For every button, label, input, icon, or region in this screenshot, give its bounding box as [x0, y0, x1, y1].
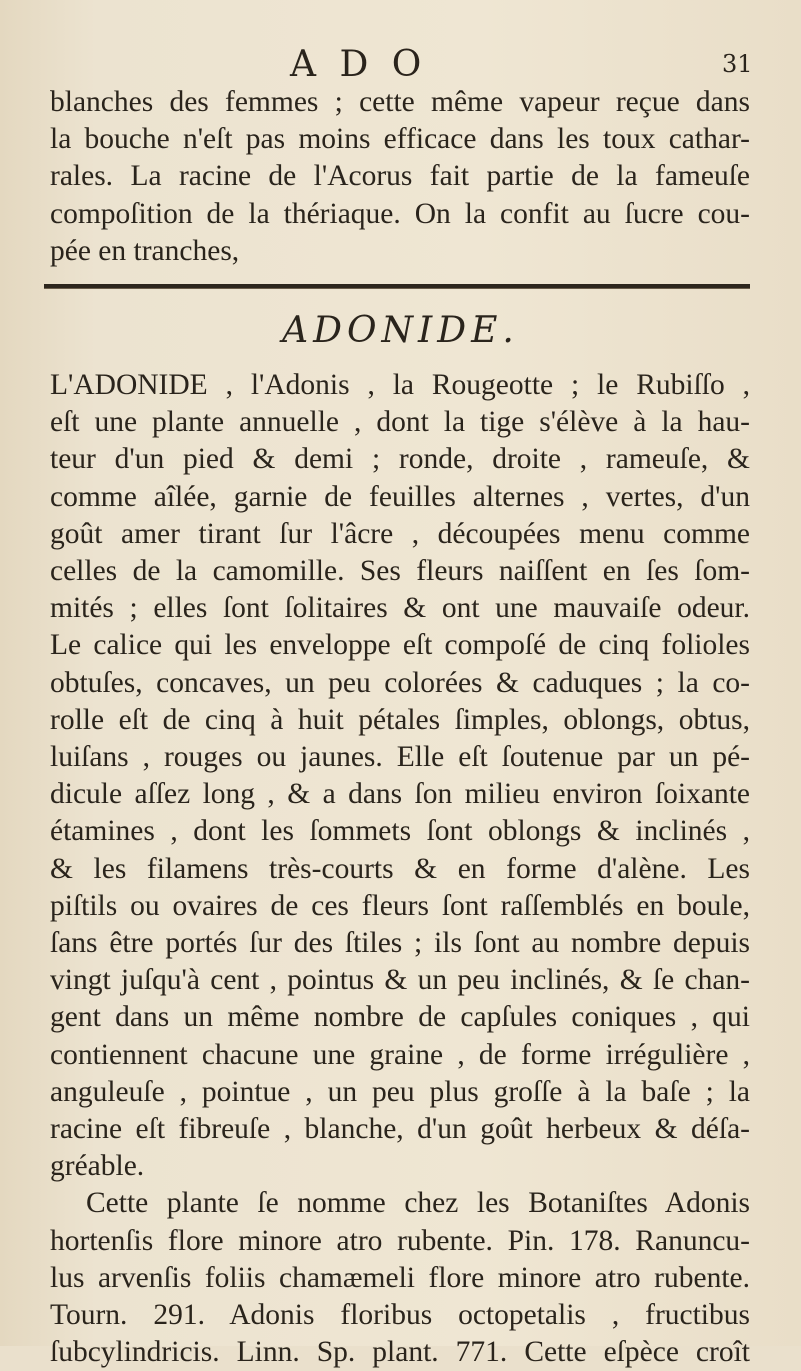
text-line: mités ; elles ſont ſolitaires & ont une mauvaiſe odeur. [50, 592, 750, 625]
text-line: celles de la camomille. Ses fleurs naiſſent en ſes ſom- [50, 555, 750, 588]
text-line: teur d'un pied & demi ; ronde, droite , rameuſe, & [50, 443, 750, 476]
text-line: gent dans un même nombre de capſules coniques , qui [50, 1001, 750, 1034]
text-line: rales. La racine de l'Acorus fait partie de la fameuſe [50, 160, 750, 193]
text-line: goût amer tirant ſur l'âcre , découpées menu comme [50, 517, 750, 550]
text-line: pée en tranches, [50, 234, 240, 267]
text-line: luiſans , rouges ou jaunes. Elle eſt ſoutenue par un pé- [50, 741, 750, 774]
text-line: racine eſt fibreuſe , blanche, d'un goût herbeux & déſa- [50, 1113, 750, 1146]
text-line: obtuſes, concaves, un peu colorées & caduques ; la co- [50, 666, 750, 699]
text-line: étamines , dont les ſommets ſont oblongs & inclinés , [50, 815, 750, 848]
text-line: piſtils ou ovaires de ces fleurs ſont raſſemblés en boule, [50, 889, 750, 922]
text-line: Cette plante ſe nomme chez les Botaniſtes Adonis [86, 1187, 750, 1220]
text-line: anguleuſe , pointue , un peu plus groſſe à la baſe ; la [50, 1075, 750, 1108]
text-line: eſt une plante annuelle , dont la tige s'élève à la hau- [50, 406, 750, 439]
text-line: la bouche n'eſt pas moins efficace dans les toux cathar- [50, 123, 750, 156]
text-line: ſubcylindricis. Linn. Sp. plant. 771. Cette eſpèce croît [50, 1336, 750, 1369]
section-title: ADONIDE. [282, 310, 519, 351]
text-line: L'ADONIDE , l'Adonis , la Rougeotte ; le Rubiſſo , [50, 369, 750, 401]
text-line: hortenſis flore minore atro rubente. Pin. 178. Ranuncu- [50, 1224, 750, 1257]
section-divider [44, 284, 750, 289]
text-line: dicule aſſez long , & a dans ſon milieu environ ſoixante [50, 778, 750, 811]
text-line: rolle eſt de cinq à huit pétales ſimples, oblongs, obtus, [50, 703, 750, 736]
running-title: A D O [290, 44, 428, 85]
text-line: Tourn. 291. Adonis floribus octopetalis , fructibus [50, 1299, 750, 1332]
text-line: Le calice qui les enveloppe eſt compoſé de cinq folioles [50, 629, 750, 662]
text-line: compoſition de la thériaque. On la confit au ſucre cou- [50, 197, 750, 230]
text-line: gréable. [50, 1150, 145, 1183]
text-line: blanches des femmes ; cette même vapeur reçue dans [50, 86, 750, 118]
text-line: contiennent chacune une graine , de forme irrégulière , [50, 1038, 750, 1071]
running-head [0, 44, 801, 84]
intro-paragraph [50, 84, 750, 270]
text-line: vingt juſqu'à cent , pointus & un peu inclinés, & ſe chan- [50, 964, 750, 997]
article-body [50, 367, 750, 1371]
text-line: ſans être portés ſur des ſtiles ; ils ſont au nombre depuis [50, 927, 750, 960]
page-number: 31 [722, 50, 753, 78]
text-line: comme aîlée, garnie de feuilles alternes , vertes, d'un [50, 480, 750, 513]
text-line: & les filamens très-courts & en forme d'alène. Les [50, 852, 750, 885]
text-line: lus arvenſis foliis chamæmeli flore minore atro rubente. [50, 1261, 750, 1294]
